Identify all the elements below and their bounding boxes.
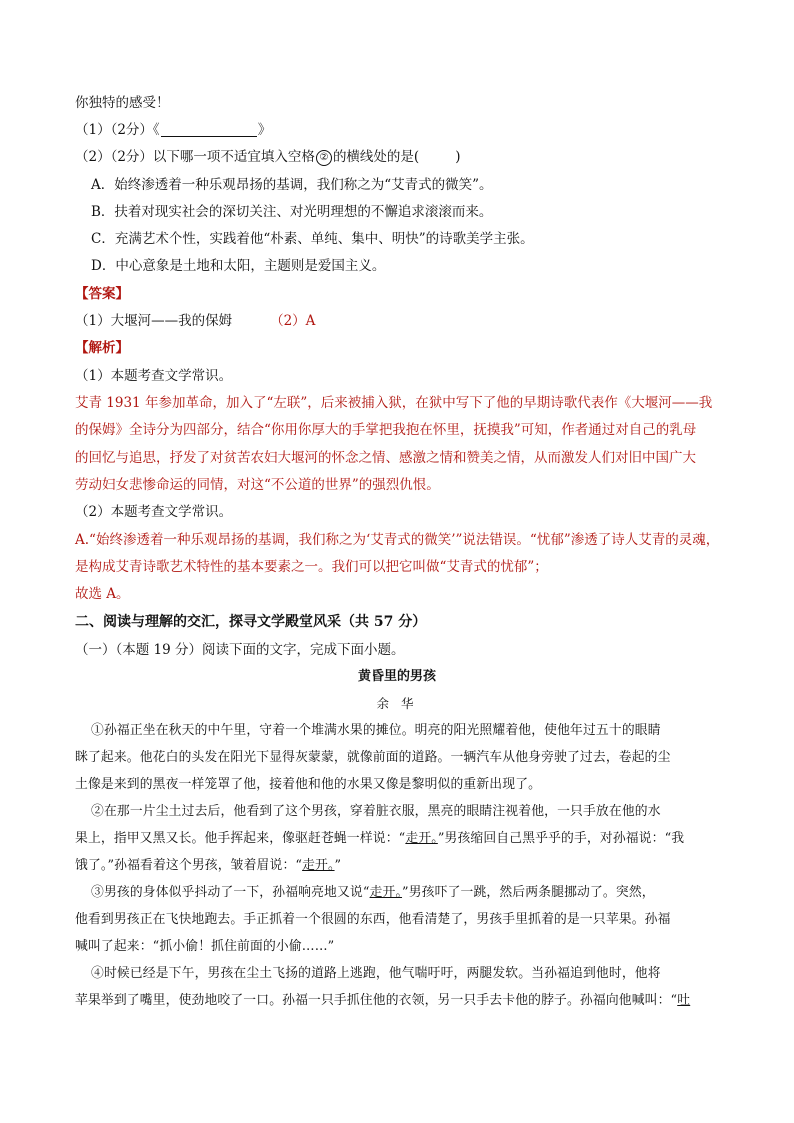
answer-heading: 【答案】 bbox=[75, 286, 129, 302]
analysis-text-line: A.“始终渗透着一种乐观昂扬的基调，我们称之为‘艾青式的微笑’”说法错误。“忧郁”渗透了诗人艾青的灵魂， bbox=[75, 532, 720, 548]
analysis-text-line: 的回忆与追思，抒发了对贫苦农妇大堰河的怀念之情、感激之情和赞美之情，从而激发人们对旧中国广大 bbox=[75, 450, 696, 466]
passage-line: 土像是来到的黑夜一样笼罩了他，接着他和他的水果又像是黎明似的重新出现了。 bbox=[75, 777, 542, 792]
circled-number: ② bbox=[316, 150, 332, 166]
passage-line: 他看到男孩正在飞快地跑去。手正抓着一个很圆的东西，他看清楚了，男孩手里抓着的是一只苹果。孙福 bbox=[75, 912, 671, 927]
underlined-phrase: 走开。 bbox=[302, 858, 335, 873]
passage-line: ②在那一片尘土过去后，他看到了这个男孩，穿着脏衣服，黑亮的眼睛注视着他，一只手放在他的水 bbox=[91, 804, 661, 819]
option-d: D．中心意象是土地和太阳，主题则是爱国主义。 bbox=[91, 258, 386, 274]
passage-line: ①孙福正坐在秋天的中午里，守着一个堆满水果的摊位。明亮的阳光照耀着他，使他年过五十的眼睛 bbox=[91, 723, 661, 738]
passage-line: ④时候已经是下午，男孩在尘土飞扬的道路上逃跑，他气喘吁吁，两腿发软。当孙福追到他时，他将 bbox=[91, 966, 661, 981]
passage-author: 余 华 bbox=[376, 696, 418, 711]
analysis-heading: 【解析】 bbox=[75, 340, 129, 356]
answer-line: （1）大堰河——我的保姆 （2）A bbox=[75, 313, 316, 329]
analysis-text-line: 的保姆》全诗分为四部分，结合“你用你厚大的手掌把我抱在怀里，抚摸我”可知，作者通过对自己的乳母 bbox=[75, 422, 697, 438]
question-intro-tail: 你独特的感受！ bbox=[75, 95, 170, 111]
passage-line: 饿了。”孙福看着这个男孩，皱着眉说：“走开。” bbox=[75, 858, 342, 873]
passage-line: 眯了起来。他花白的头发在阳光下显得灰蒙蒙，就像前面的道路。一辆汽车从他身旁驶了过去，卷起的尘 bbox=[75, 750, 671, 765]
section-2-intro: （一）（本题 19 分）阅读下面的文字，完成下面小题。 bbox=[75, 642, 405, 658]
option-c: C．充满艺术个性，实践着他“朴素、单纯、集中、明快”的诗歌美学主张。 bbox=[91, 231, 534, 247]
section-2-heading: 二、阅读与理解的交汇，探寻文学殿堂风采（共 57 分） bbox=[75, 614, 427, 630]
analysis-text-line: 是构成艾青诗歌艺术特性的基本要素之一。我们可以把它叫做“艾青式的忧郁”； bbox=[75, 559, 548, 575]
passage-line: 苹果举到了嘴里，使劲地咬了一口。孙福一只手抓住他的衣领，另一只手去卡他的脖子。孙福向他喊叫：“吐 bbox=[75, 993, 691, 1008]
passage-line: 果上，指甲又黑又长。他手挥起来，像驱赶苍蝇一样说：“走开。”男孩缩回自己黑乎乎的手，对孙福说：“我 bbox=[75, 831, 685, 846]
analysis-label-2: （2）本题考查文学常识。 bbox=[75, 504, 233, 520]
passage-line: ③男孩的身体似乎抖动了一下，孙福响亮地又说“走开。”男孩吓了一跳，然后两条腿挪动了。突然， bbox=[91, 885, 655, 900]
underlined-phrase: 走开。 bbox=[405, 831, 438, 846]
analysis-conclusion: 故选 A。 bbox=[75, 586, 130, 602]
question-1: （1）（2分）《 》 bbox=[75, 122, 272, 138]
option-a: A．始终渗透着一种乐观昂扬的基调，我们称之为“艾青式的微笑”。 bbox=[91, 177, 493, 193]
blank-line bbox=[161, 124, 257, 137]
analysis-text-line: 劳动妇女悲惨命运的同情，对这“不公道的世界”的强烈仇恨。 bbox=[75, 477, 440, 493]
underlined-phrase: 走开。 bbox=[369, 885, 403, 900]
analysis-text-line: 艾青 1931 年参加革命，加入了“左联”，后来被捕入狱，在狱中写下了他的早期诗歌代表作《大堰河——我 bbox=[75, 395, 713, 411]
question-2: （2）（2分）以下哪一项不适宜填入空格 ② 的横线处的是( ) bbox=[75, 149, 461, 165]
passage-line: 喊叫了起来：“抓小偷！抓住前面的小偷……” bbox=[75, 939, 335, 954]
passage-title: 黄昏里的男孩 bbox=[357, 669, 436, 684]
underlined-phrase: 吐 bbox=[677, 993, 691, 1008]
analysis-label-1: （1）本题考查文学常识。 bbox=[75, 368, 233, 384]
option-b: B．扶着对现实社会的深切关注、对光明理想的不懈追求滚滚而来。 bbox=[91, 204, 493, 220]
